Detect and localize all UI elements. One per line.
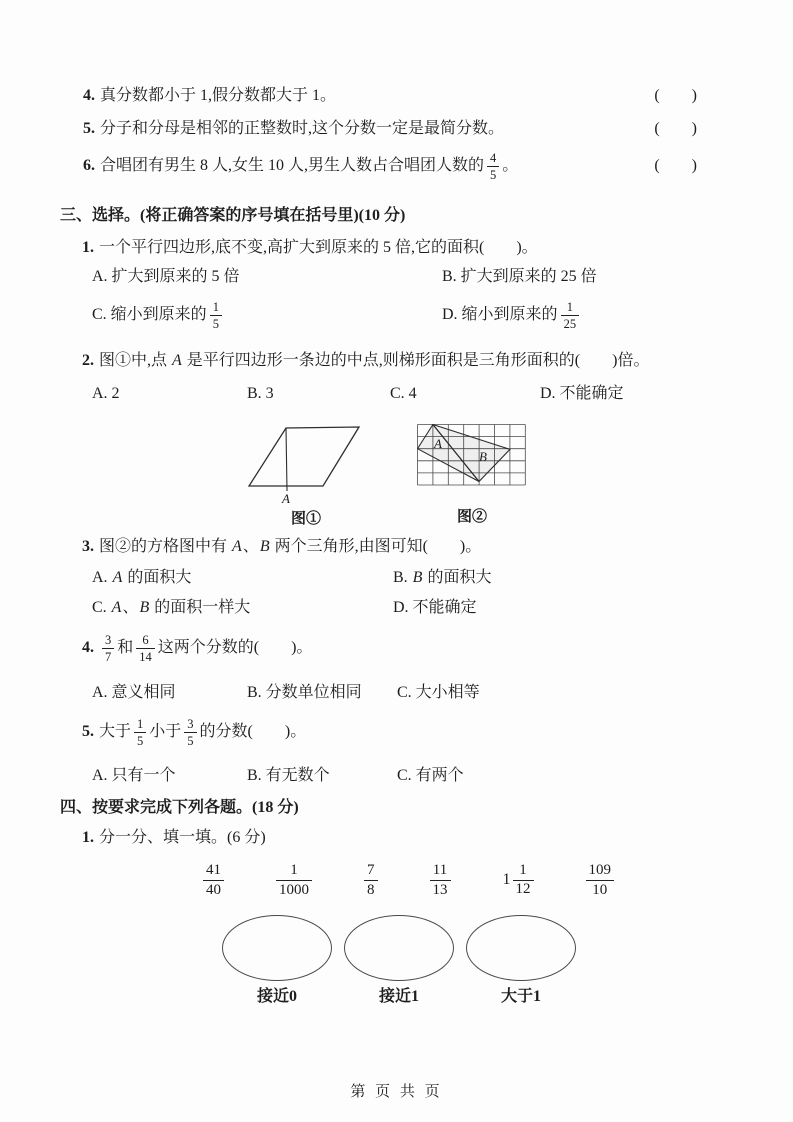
option-d[interactable]: D. 不能确定 [393, 599, 477, 616]
question-text: 合唱团有男生 8 人,女生 10 人,男生人数占合唱团人数的 $\frac{4}{5}$ 。 [100, 151, 519, 182]
label-near-0: 接近0 [256, 988, 297, 1005]
sec3-q5-options-row [60, 765, 733, 787]
question-number: 6. [83, 157, 95, 174]
oval-greater-1[interactable] [466, 915, 576, 981]
question-text: 大于 $\frac{1}{5}$ 小于 $\frac{3}{5}$ 的分数( )。 [99, 717, 307, 748]
question-text: 分子和分母是相邻的正整数时,这个分数一定是最简分数。 [100, 120, 505, 137]
option-c[interactable]: C. A、B 的面积一样大 [92, 599, 251, 616]
sec3-q2-options-row [60, 383, 733, 405]
page-footer: 第 页 共 页 [350, 1084, 443, 1100]
grid-triangles-figure [417, 424, 527, 490]
answer-bracket[interactable]: ( ) [654, 120, 697, 137]
question-text: 图①中,点 A 是平行四边形一条边的中点,则梯形面积是三角形面积的( )倍。 [99, 352, 650, 369]
label-greater-1: 大于1 [500, 988, 541, 1005]
question-number: 5. [83, 120, 95, 137]
sec3-q2 [60, 350, 733, 372]
figure-2-caption: 图② [456, 509, 487, 525]
sec3-q3-options-row-1 [60, 567, 733, 589]
option-b[interactable]: B. 分数单位相同 [247, 684, 362, 701]
oval-labels-row [60, 986, 733, 1008]
oval-near-0[interactable] [222, 915, 332, 981]
option-a[interactable]: A. 只有一个 [92, 767, 176, 784]
question-number: 3. [82, 538, 94, 555]
mixed-number-1-1-12: 1 $\frac{1}{12}$ [500, 858, 537, 902]
option-d[interactable]: D. 缩小到原来的 $\frac{1}{25}$ [442, 293, 733, 337]
fraction-1-1000: $\frac{1}{1000}$ [273, 858, 315, 902]
figure-1-caption: 图① [290, 511, 321, 527]
question-text: $\frac{3}{7}$ 和 $\frac{6}{14}$ 这两个分数的( )。 [99, 639, 312, 656]
judge-item-4-text [83, 85, 654, 107]
judge-item-6-text [83, 146, 654, 186]
triangle-b-label: B [479, 449, 487, 464]
judge-item-6 [60, 146, 733, 186]
sec3-q4 [60, 628, 733, 668]
section-3-heading: 三、选择。(将正确答案的序号填在括号里)(10 分) [60, 207, 406, 224]
sec3-q1-options-row-1 [60, 266, 733, 288]
label-near-1: 接近1 [378, 988, 419, 1005]
sec4-sub1 [60, 827, 733, 849]
sec3-q3 [60, 536, 733, 558]
judge-item-5 [60, 118, 733, 140]
fraction-11-13: $\frac{11}{13}$ [427, 858, 454, 902]
question-text: 真分数都小于 1,假分数都大于 1。 [100, 87, 337, 104]
oval-near-1[interactable] [344, 915, 454, 981]
sec3-q4-options-row [60, 682, 733, 704]
figures-row [60, 424, 733, 530]
option-a[interactable]: A. 2 [92, 385, 120, 402]
judge-item-4 [60, 85, 733, 107]
option-c[interactable]: C. 缩小到原来的 $\frac{1}{5}$ [92, 293, 442, 337]
question-text: 分一分、填一填。(6 分) [99, 829, 266, 846]
question-text: 一个平行四边形,底不变,高扩大到原来的 5 倍,它的面积( )。 [99, 239, 538, 256]
parallelogram-figure [243, 424, 369, 506]
midpoint-a-label: A [282, 491, 290, 506]
sec3-q1-options-row-2 [60, 293, 733, 337]
judge-item-5-text [83, 118, 654, 140]
question-number: 4. [82, 639, 94, 656]
fraction-sort-list [60, 858, 733, 902]
option-a[interactable]: A. 意义相同 [92, 684, 176, 701]
question-number: 1. [82, 829, 94, 846]
option-b[interactable]: B. 3 [247, 385, 274, 402]
sec3-q1 [60, 237, 733, 259]
fraction-41-40: $\frac{41}{40}$ [200, 858, 227, 902]
answer-bracket[interactable]: ( ) [654, 87, 697, 104]
fraction-109-10: $\frac{109}{10}$ [583, 858, 618, 902]
option-d[interactable]: D. 不能确定 [540, 385, 624, 402]
option-b[interactable]: B. 有无数个 [247, 767, 330, 784]
triangle-a-label: A [434, 436, 442, 451]
figure-2-grid-triangles [417, 424, 527, 528]
figure-1-parallelogram [243, 424, 369, 530]
option-c[interactable]: C. 4 [390, 385, 417, 402]
question-number: 2. [82, 352, 94, 369]
option-a[interactable]: A. 扩大到原来的 5 倍 [92, 268, 240, 285]
section-4-heading: 四、按要求完成下列各题。(18 分) [60, 799, 299, 816]
sec3-q3-options-row-2 [60, 597, 733, 619]
question-number: 4. [83, 87, 95, 104]
option-b[interactable]: B. B 的面积大 [393, 569, 492, 586]
option-c[interactable]: C. 大小相等 [397, 684, 480, 701]
option-a[interactable]: A. A 的面积大 [92, 569, 192, 586]
option-b[interactable]: B. 扩大到原来的 25 倍 [442, 268, 597, 285]
question-text: 图②的方格图中有 A、B 两个三角形,由图可知( )。 [99, 538, 482, 555]
question-number: 1. [82, 239, 94, 256]
answer-bracket[interactable]: ( ) [654, 157, 697, 174]
sorting-ovals-row [60, 915, 733, 981]
option-c[interactable]: C. 有两个 [397, 767, 464, 784]
fraction-7-8: $\frac{7}{8}$ [361, 858, 381, 902]
question-number: 5. [82, 723, 94, 740]
sec3-q5 [60, 712, 733, 752]
